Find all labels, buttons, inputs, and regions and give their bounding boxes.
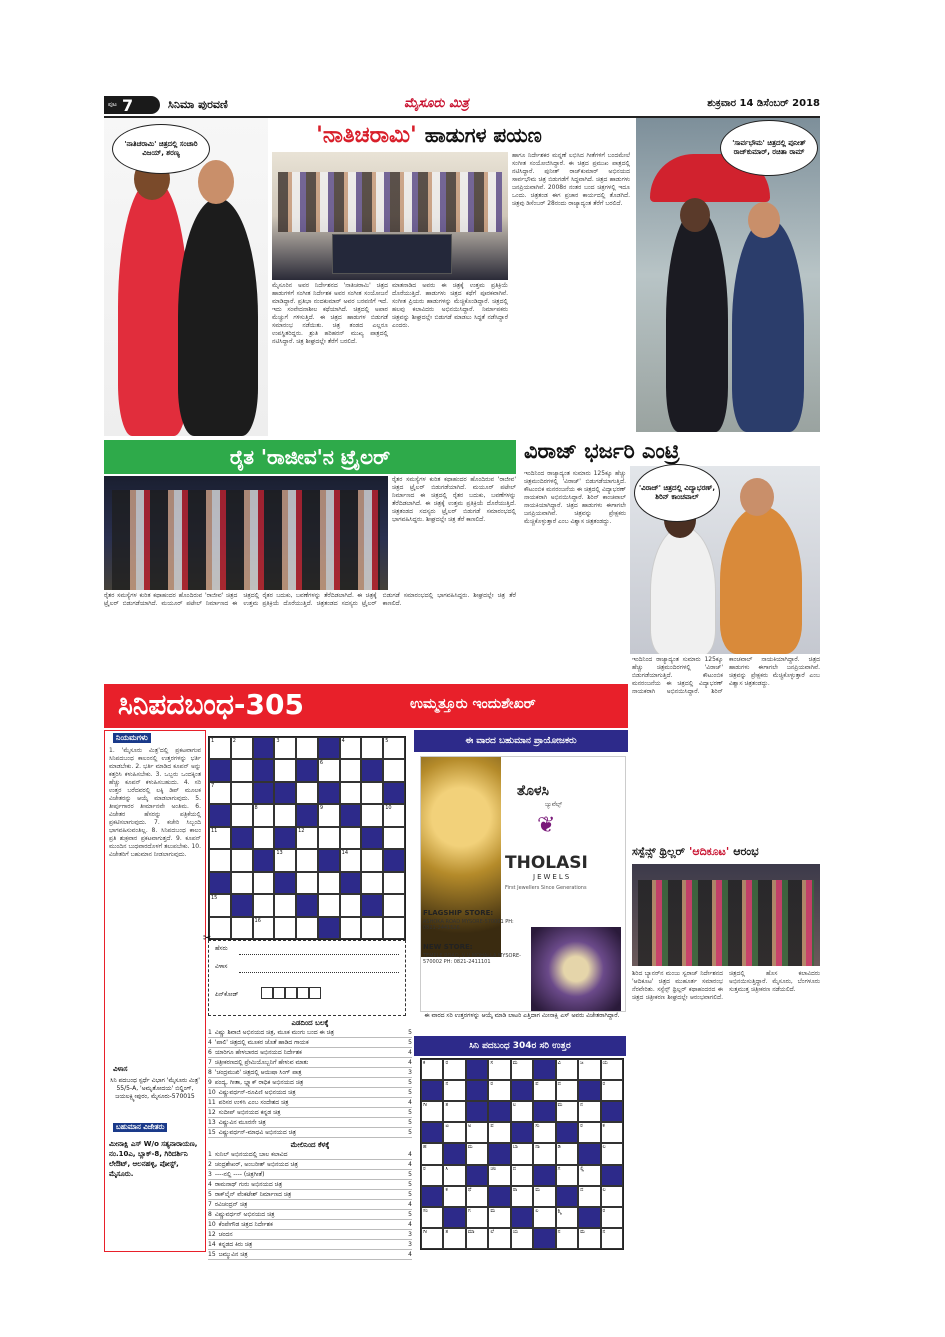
grid-cell[interactable] <box>361 737 383 759</box>
article1-col3: ಹಾಗೂ ನಿರ್ದೇಶಕರ ಮನ್ನಣೆ ಲಭಿಸಿದ ಗೀತೆಗಳಿಗೆ ಬಂದಮೇಲೆ ಸಂಗೀತ ಸಂಯೋಜಿಸಿದ್ದಾರೆ. ಈ ಚಿತ್ರದ ಪ್ರಮುಖ ಪಾತ್ರದಲ್ಲಿ ನಟಿಸಿದ್ದಾರೆ. ಪುನೀತ್ ರಾಜ್‌ಕುಮಾರ್ ಅಭಿನಯದ ಸಾರ್ವಭೌಮ ಚಿತ್ರ ಬಿಡುಗಡೆಗೆ ಸಿದ್ಧವಾಗಿದೆ. ಚಿತ್ರದ ಹಾಡುಗಳು ಜನಪ್ರಿಯವಾಗಿವೆ. 2008ರ ನಂತರ ಬಂದ ಚಿತ್ರಗಳಲ್ಲಿ ಇದೂ ಒಂದು. ಚಿತ್ರತಂಡ ಈಗ ಪ್ರಚಾರ ಕಾರ್ಯದಲ್ಲಿ ತೊಡಗಿದೆ. ಚಿತ್ರವು ಡಿಸೆಂಬರ್ 28ರಂದು ರಾಜ್ಯಾದ್ಯಂತ ತೆರೆಗೆ ಬರಲಿದೆ. <box>512 152 630 207</box>
clue-row <box>208 1028 412 1038</box>
clue-left <box>208 1190 291 1199</box>
clue-number: 4 <box>208 1039 212 1046</box>
grid-cell[interactable]: 10 <box>383 804 405 826</box>
clue-number: 12 <box>208 1231 216 1238</box>
clue-left <box>208 1108 281 1117</box>
viraj-headline <box>524 436 820 466</box>
clue-text: ಸುನಿಲ್ ಅಭಿನಯದಲ್ಲಿ ಬಾಲ ಕಲಾವಿದ <box>214 1151 288 1158</box>
clue-left <box>208 1068 302 1077</box>
crossword-author: ಉಮ್ಮತ್ತೂರು ಇಂದುಶೇಖರ್ <box>410 696 536 712</box>
grid-cell-black <box>318 737 340 759</box>
clue-left <box>208 1118 266 1127</box>
clue-left <box>208 1160 298 1169</box>
grid-cell[interactable] <box>274 804 296 826</box>
clue-row <box>208 1240 412 1250</box>
clue-length: 5 <box>408 1029 412 1036</box>
rajeeva-body: ರೈತರ ಸಮಸ್ಯೆಗಳ ಕುರಿತ ಕಥಾಹಂದರ ಹೊಂದಿರುವ 'ರಾಜೀವ' ಚಿತ್ರದ ಟ್ರೈಲರ್ ಬಿಡುಗಡೆಯಾಗಿದೆ. ಮಯೂರ್ ಪಟೇಲ್ ನಿರ್ಮಾಣದ ಈ ಚಿತ್ರದಲ್ಲಿ ರೈತರ ಬದುಕು, ಬವಣೆಗಳನ್ನು ತೆರೆದಿಡಲಾಗಿದೆ. ಈ ಚಿತ್ರಕ್ಕೆ ಉತ್ತಮ ಪ್ರತಿಕ್ರಿಯೆ ದೊರೆಯುತ್ತಿದೆ. ಚಿತ್ರತಂಡದ ಸದಸ್ಯರು ಟ್ರೈಲರ್ ಬಿಡುಗಡೆ ಸಮಾರಂಭದಲ್ಲಿ ಭಾಗವಹಿಸಿದ್ದರು. ಶೀಘ್ರದಲ್ಲೇ ಚಿತ್ರ ತೆರೆ ಕಾಣಲಿದೆ. <box>104 592 516 607</box>
answers-title: ಸಿನಿ ಪದಬಂಧ 304ರ ಸರಿ ಉತ್ತರ <box>469 1041 571 1051</box>
answers-banner <box>414 1036 626 1056</box>
rules-box <box>104 730 206 1252</box>
brand-kn-sub: ಜ್ಯುವೆಲ್ಸ್ <box>545 801 563 808</box>
adikoota-photo <box>632 864 820 966</box>
viraj-actor-head <box>740 478 774 516</box>
page-label: ಪುಟ <box>108 101 117 108</box>
clue-number: 12 <box>208 1109 216 1116</box>
clue-left <box>208 1230 233 1239</box>
clue-row <box>208 1088 412 1098</box>
clue-text: ವಿಷ್ಣುವರ್ಧನ್ ಅಭಿನಯದ ಚಿತ್ರ <box>214 1211 275 1218</box>
adikoota-pre: ಸಸ್ಪೆನ್ಸ್ ಥ್ರಿಲ್ಲರ್ <box>632 845 685 858</box>
winner-text: ಮೀನಾಕ್ಷಿ ಎಸ್ W/o ಸತ್ಯನಾರಾಯಣ, ನಂ.10ಎ, ಬ್ಲಾಕ್-8, ಗಿರಿದರ್ಶಿನಿ ಲೇಔಟ್, ಆಲನಹಳ್ಳಿ, ಪೋಸ್ಟ್, ಮೈಸೂರು. <box>109 1140 198 1178</box>
grid-cell[interactable] <box>253 894 275 916</box>
clue-left <box>208 1058 308 1067</box>
clue-number: 11 <box>208 1099 216 1106</box>
clue-number: 8 <box>208 1069 212 1076</box>
grid-cell[interactable] <box>231 804 253 826</box>
clue-row <box>208 1108 412 1118</box>
coupon-address-label: ವಿಳಾಸ <box>215 963 228 970</box>
crossword-title: ಸಿನಿಪದಬಂಧ-305 <box>118 688 304 721</box>
issue-date: ಶುಕ್ರವಾರ 14 ಡಿಸೆಂಬರ್ 2018 <box>707 98 820 109</box>
pin-box[interactable] <box>309 987 321 999</box>
grid-cell-black <box>296 759 318 781</box>
clue-number: 13 <box>208 1119 216 1126</box>
clue-text: 'ಚಂದ್ರಮುಖಿ' ಚಿತ್ರದಲ್ಲಿ ಆಯಿಷಾ ಸಿಂಗ್ ಪಾತ್ರ <box>214 1069 302 1076</box>
clue-text: 'ಪಾಲಿ' ಚಿತ್ರದಲ್ಲಿ ಮೂಕರ ಜೊತೆ ಹಾಡಿದ ಗಾಯಕ <box>214 1039 309 1046</box>
clue-text: ರಾಕ್‌ಲೈನ್ ವೆಂಕಟೇಶ್ ನಿರ್ಮಾಣದ ಚಿತ್ರ <box>214 1191 292 1198</box>
grid-cell[interactable] <box>383 827 405 849</box>
adikoota-quoted: 'ಆದಿಕೂಟ' <box>688 845 730 858</box>
grid-cell[interactable]: 15 <box>209 894 231 916</box>
viraj-headline-text: ವಿರಾಜ್ ಭರ್ಜರಿ ಎಂಟ್ರಿ <box>524 438 680 463</box>
grid-cell[interactable] <box>296 737 318 759</box>
grid-cell[interactable]: 16 <box>253 917 275 939</box>
peacock-logo-icon: ❦ <box>537 813 556 838</box>
scissors-icon: ✂ <box>203 933 212 944</box>
headline-natichrami <box>232 120 626 150</box>
adikoota-headline <box>632 842 820 862</box>
rajeeva-headline: ರೈತ 'ರಾಜೀವ'ನ ಟ್ರೈಲರ್ <box>229 445 391 469</box>
sponsor-banner <box>414 730 628 752</box>
grid-cell[interactable]: 2 <box>231 737 253 759</box>
article1-col2: ಮಾತನಾಡಿದ ಅವರು ಈ ಚಿತ್ರಕ್ಕೆ ಉತ್ತಮ ಪ್ರತಿಕ್ರಿಯೆ ದೊರೆಯುತ್ತಿದೆ. ಹಾಡುಗಳು ಚಿತ್ರದ ಕಥೆಗೆ ಪೂರಕವಾಗಿವೆ. ಸಂಗೀತ ಪ್ರಿಯರು ಹಾಡುಗಳನ್ನು ಮೆಚ್ಚಿಕೊಂಡಿದ್ದಾರೆ. ಚಿತ್ರದಲ್ಲಿ ಹಲವು ಕಲಾವಿದರು ಅಭಿನಯಿಸಿದ್ದಾರೆ. ನಿರ್ಮಾಪಕರು ಚಿತ್ರವನ್ನು ಶೀಘ್ರದಲ್ಲೇ ಬಿಡುಗಡೆ ಮಾಡಲು ಸಿದ್ಧತೆ ನಡೆಸಿದ್ದಾರೆ ಎಂದರು. <box>392 282 508 329</box>
grid-cell[interactable]: 6 <box>318 759 340 781</box>
address-text: ಸಿನಿ ಪದಬಂಧ ಸ್ಪರ್ಧೆ ವಿಭಾಗ 'ಮೈಸೂರು ಮಿತ್ರ' 55/5-A, 'ಅಮೃತೋದಯ' ಬಿಲ್ಡಿಂಗ್, ಜಯಲಕ್ಷ್ಮೀಪುರಂ, ಮೈಸೂರು-570015 <box>110 1077 200 1100</box>
clue-number: 1 <box>208 1029 212 1036</box>
grid-cell[interactable]: 8 <box>253 804 275 826</box>
crossword-title-band <box>104 684 628 728</box>
clue-length: 4 <box>408 1049 412 1056</box>
clue-text: ವಿಷ್ಣುವಿನ ಮೂರನೇ ಚಿತ್ರ <box>218 1119 266 1126</box>
clue-row <box>208 1038 412 1048</box>
clue-number: 14 <box>208 1241 216 1248</box>
clue-row <box>208 1098 412 1108</box>
clue-left <box>208 1048 302 1057</box>
grid-cell[interactable] <box>340 782 362 804</box>
grid-cell[interactable] <box>361 917 383 939</box>
clue-text: ಪರಿಸರ ಉಳಿಸಿ ಎಂಬ ಸಂದೇಶದ ಚಿತ್ರ <box>218 1099 289 1106</box>
grid-cell[interactable]: 4 <box>340 737 362 759</box>
grid-cell[interactable] <box>318 894 340 916</box>
clue-number: 15 <box>208 1251 216 1258</box>
grid-cell[interactable] <box>274 759 296 781</box>
clue-row <box>208 1170 412 1180</box>
grid-cell[interactable]: 14 <box>340 849 362 871</box>
clue-row <box>208 1200 412 1210</box>
store1-addr: ASHOKA ROAD MYSORE-570001 PH: 0821-2441526 <box>423 919 514 931</box>
grid-cell-black <box>274 827 296 849</box>
clue-left <box>208 1128 296 1137</box>
grid-cell-black <box>296 894 318 916</box>
page-number: 7 <box>122 96 134 115</box>
grid-cell-black <box>209 759 231 781</box>
grid-cell[interactable] <box>383 759 405 781</box>
clue-text: ಜಮ್ಮುವಿನ ಚಿತ್ರ <box>218 1251 248 1258</box>
clue-left <box>208 1098 289 1107</box>
grid-cell[interactable] <box>253 872 275 894</box>
adikoota-body: ಶಿರಿದ ಬ್ಯಾನರ್‌ನ ಮಂಜು ಸ್ವರಾಜ್ ನಿರ್ದೇಶನದ 'ಆದಿಕೂಟ' ಚಿತ್ರದ ಮುಹೂರ್ತ ಸಮಾರಂಭ ನೆರವೇರಿತು. ಸಸ್ಪೆನ್ಸ್ ಥ್ರಿಲ್ಲರ್ ಕಥಾಹಂದರದ ಈ ಚಿತ್ರದ ಚಿತ್ರೀಕರಣ ಶೀಘ್ರದಲ್ಲೇ ಆರಂಭವಾಗಲಿದೆ. ಚಿತ್ರದಲ್ಲಿ ಹೊಸ ಕಲಾವಿದರು ಅಭಿನಯಿಸುತ್ತಿದ್ದಾರೆ. ಮೈಸೂರು, ಬೆಂಗಳೂರು ಸುತ್ತಮುತ್ತ ಚಿತ್ರೀಕರಣ ನಡೆಯಲಿದೆ. <box>632 970 820 1001</box>
down-title: ಮೇಲಿನಿಂದ ಕೆಳಕ್ಕೆ <box>290 1141 330 1149</box>
down-list <box>208 1150 412 1260</box>
clue-number: 4 <box>208 1181 212 1188</box>
clue-length: 5 <box>408 1119 412 1126</box>
grid-cell-black <box>274 872 296 894</box>
viraj-actress <box>650 526 716 654</box>
clue-text: ಚಂದನ <box>218 1231 233 1238</box>
grid-cell[interactable]: 1 <box>209 737 231 759</box>
earring-image <box>531 927 621 1011</box>
grid-cell[interactable]: 5 <box>383 737 405 759</box>
store1-title: FLAGSHIP STORE: <box>423 909 494 917</box>
across-list <box>208 1028 412 1138</box>
across-title: ಎಡದಿಂದ ಬಲಕ್ಕೆ <box>291 1019 329 1027</box>
brand-en-sub: JEWELS <box>533 873 572 881</box>
grid-cell-black <box>274 782 296 804</box>
grid-cell[interactable] <box>231 917 253 939</box>
pin-box[interactable] <box>273 987 285 999</box>
clue-length: 3 <box>408 1069 412 1076</box>
clue-row <box>208 1180 412 1190</box>
headline-quoted: 'ನಾತಿಚರಾಮಿ' <box>316 122 417 148</box>
viraj-body-bottom: ಇಂದಿನಿಂದ ರಾಜ್ಯಾದ್ಯಂತ ಸುಮಾರು 125ಕ್ಕೂ ಹೆಚ್ಚು ಚಿತ್ರಮಂದಿರಗಳಲ್ಲಿ 'ವಿರಾಜ್' ಬಿಡುಗಡೆಯಾಗುತ್ತಿದೆ. ಕೌಟುಂಬಿಕ ಮನರಂಜನೆಯ ಈ ಚಿತ್ರದಲ್ಲಿ ವಿದ್ಯಾಭರಣ್ ನಾಯಕರಾಗಿ ಅಭಿನಯಿಸಿದ್ದಾರೆ. ಶಿರಿನ್ ಕಾಂಚವಾಲ್ ನಾಯಕಿಯಾಗಿದ್ದಾರೆ. ಚಿತ್ರದ ಹಾಡುಗಳು ಈಗಾಗಲೇ ಜನಪ್ರಿಯವಾಗಿವೆ. ಚಿತ್ರವನ್ನು ಪ್ರೇಕ್ಷಕರು ಮೆಚ್ಚಿಕೊಳ್ಳುತ್ತಾರೆ ಎಂಬ ವಿಶ್ವಾಸ ಚಿತ್ರತಂಡದ್ದು. <box>632 656 820 695</box>
section-title: ಸಿನಿಮಾ ಪುರವಣಿ <box>168 98 228 111</box>
brand-en: THOLASI <box>505 853 588 873</box>
grid-cell-black <box>231 827 253 849</box>
clue-number: 10 <box>208 1221 216 1228</box>
clue-row <box>208 1210 412 1220</box>
clue-length: 5 <box>408 1211 412 1218</box>
grid-cell[interactable] <box>296 782 318 804</box>
clue-left <box>208 1240 252 1249</box>
grid-cell[interactable] <box>231 849 253 871</box>
clue-row <box>208 1250 412 1260</box>
grid-cell[interactable] <box>296 849 318 871</box>
clue-text: ಕೆಂಪೇಗೌಡ ಚಿತ್ರದ ನಿರ್ದೇಶಕ <box>218 1221 273 1228</box>
clue-left <box>208 1220 273 1229</box>
across-clues <box>208 1018 412 1258</box>
clue-left <box>208 1170 264 1179</box>
clue-length: 4 <box>408 1161 412 1168</box>
clue-row <box>208 1190 412 1200</box>
clue-left <box>208 1150 288 1159</box>
clue-length: 3 <box>408 1231 412 1238</box>
actress-head-2 <box>680 198 710 232</box>
grid-cell[interactable] <box>209 849 231 871</box>
clue-number: 2 <box>208 1161 212 1168</box>
actor-figure-2 <box>732 218 804 432</box>
grid-cell[interactable]: 3 <box>274 737 296 759</box>
grid-cell-black <box>361 759 383 781</box>
clue-left <box>208 1180 282 1189</box>
grid-cell[interactable] <box>340 759 362 781</box>
grid-cell[interactable] <box>361 849 383 871</box>
group-row <box>278 172 502 232</box>
grid-cell-black <box>253 759 275 781</box>
pin-box[interactable] <box>261 987 273 999</box>
grid-cell[interactable] <box>231 782 253 804</box>
grid-cell[interactable]: 9 <box>318 804 340 826</box>
grid-cell-black <box>361 894 383 916</box>
coupon-name-label: ಹೆಸರು <box>215 945 228 952</box>
clue-length: 5 <box>408 1079 412 1086</box>
coupon-name-field[interactable] <box>239 953 399 955</box>
grid-cell-black <box>318 849 340 871</box>
clue-length: 4 <box>408 1251 412 1258</box>
sponsor-banner-text: ಈ ವಾರದ ಬಹುಮಾನ ಪ್ರಾಯೋಜಕರು <box>465 736 577 746</box>
banner-screen <box>332 234 452 274</box>
actor-head <box>198 160 234 204</box>
grid-cell[interactable] <box>340 917 362 939</box>
clue-text: ಕನ್ನಡದ ಕಿರು ಚಿತ್ರ <box>218 1241 253 1248</box>
clue-text: ಯಾರಿಗೂ ಹೇಳಬಾರದ ಅಭಿನಯದ ನಿರ್ದೇಶಕ <box>214 1049 302 1056</box>
address-title: ವಿಳಾಸ <box>113 1065 128 1073</box>
grid-cell[interactable] <box>383 917 405 939</box>
grid-cell-black <box>253 782 275 804</box>
grid-cell-black <box>318 782 340 804</box>
grid-cell-black <box>340 872 362 894</box>
clue-row <box>208 1058 412 1068</box>
viraj-actor <box>720 506 802 654</box>
clue-text: ವಿಷ್ಣುವರ್ಧನ್-ಮಾಧವಿ ಅಭಿನಯದ ಚಿತ್ರ <box>218 1129 297 1136</box>
clue-number: 8 <box>208 1211 212 1218</box>
clue-row <box>208 1220 412 1230</box>
viraj-body-top: ಇಂದಿನಿಂದ ರಾಜ್ಯಾದ್ಯಂತ ಸುಮಾರು 125ಕ್ಕೂ ಹೆಚ್ಚು ಚಿತ್ರಮಂದಿರಗಳಲ್ಲಿ 'ವಿರಾಜ್' ಬಿಡುಗಡೆಯಾಗುತ್ತಿದೆ. ಕೌಟುಂಬಿಕ ಮನರಂಜನೆಯ ಈ ಚಿತ್ರದಲ್ಲಿ ವಿದ್ಯಾಭರಣ್ ನಾಯಕರಾಗಿ ಅಭಿನಯಿಸಿದ್ದಾರೆ. ಶಿರಿನ್ ಕಾಂಚವಾಲ್ ನಾಯಕಿಯಾಗಿದ್ದಾರೆ. ಚಿತ್ರದ ಹಾಡುಗಳು ಈಗಾಗಲೇ ಜನಪ್ರಿಯವಾಗಿವೆ. ಚಿತ್ರವನ್ನು ಪ್ರೇಕ್ಷಕರು ಮೆಚ್ಚಿಕೊಳ್ಳುತ್ತಾರೆ ಎಂಬ ವಿಶ್ವಾಸ ಚಿತ್ರತಂಡದ್ದು. <box>524 470 626 525</box>
grid-cell[interactable] <box>340 894 362 916</box>
rules-title: ನಿಯಮಗಳು <box>113 733 151 743</box>
clue-row <box>208 1128 412 1138</box>
coupon-address-field[interactable] <box>239 971 399 973</box>
crossword-grid <box>208 736 406 940</box>
clue-length: 3 <box>408 1241 412 1248</box>
clue-text: ರವಿಚಂದ್ರನ್ ಚಿತ್ರ <box>214 1201 248 1208</box>
actress-figure-2 <box>666 208 728 432</box>
grid-cell-black <box>340 804 362 826</box>
coupon-pin-label: ಪಿನ್‌ಕೋಡ್ <box>215 991 239 998</box>
page-header <box>104 96 820 114</box>
clue-row <box>208 1048 412 1058</box>
clue-text: ಚಿತ್ರೀಕರಣದಲ್ಲಿ ಪ್ರೇಮಿಯೊಬ್ಬನಿಗೆ ಹೇಳುವ ಮಾತು <box>214 1059 309 1066</box>
clue-length: 4 <box>408 1099 412 1106</box>
clue-left <box>208 1210 275 1219</box>
clue-left <box>208 1078 303 1087</box>
article1-col1: ಮೈಸೂರಿನ ಅವರ ನಿರ್ದೇಶನದ 'ನಾತಿಚರಾಮಿ' ಚಿತ್ರದ ಹಾಡುಗಳಿಗೆ ಸಂಗೀತ ನಿರ್ದೇಶಕ ಅವರ ಸಂಗೀತ ಸಂಯೋಜನೆ ಮಾಡಿದ್ದಾರೆ. ಪ್ರತಿಭಾ ನಂದಕುಮಾರ್ ಅವರ ಬರವಣಿಗೆ ಇದೆ. ಇದು ಸಂವೇದನಾಶೀಲ ಕಥೆಯಾಗಿದೆ. ಚಿತ್ರದಲ್ಲಿ ಅಪಾರ ಮೆಚ್ಚುಗೆ ಗಳಿಸುತ್ತಿದೆ. ಈ ಚಿತ್ರದ ಹಾಡುಗಳ ಬಿಡುಗಡೆ ಸಮಾರಂಭ ನಡೆಯಿತು. ಚಿತ್ರ ತಂಡದ ಎಲ್ಲರೂ ಉಪಸ್ಥಿತರಿದ್ದರು. ಶ್ರುತಿ ಹರಿಹರನ್ ಮುಖ್ಯ ಪಾತ್ರದಲ್ಲಿ ನಟಿಸಿದ್ದಾರೆ. ಚಿತ್ರ ಶೀಘ್ರದಲ್ಲೇ ತೆರೆಗೆ ಬರಲಿದೆ. <box>272 282 388 345</box>
grid-cell-black <box>253 849 275 871</box>
clue-length: 5 <box>408 1191 412 1198</box>
cast-row <box>112 490 380 590</box>
clue-length: 5 <box>408 1171 412 1178</box>
clue-left <box>208 1088 296 1097</box>
grid-cell[interactable] <box>383 894 405 916</box>
pin-box[interactable] <box>285 987 297 999</box>
clue-length: 5 <box>408 1129 412 1136</box>
grid-cell[interactable] <box>296 872 318 894</box>
clue-length: 5 <box>408 1109 412 1116</box>
clue-row <box>208 1078 412 1088</box>
clue-text: ಚಂದ್ರಶೇಖರ್, ಅಂಬರೀಶ್ ಅಭಿನಯದ ಚಿತ್ರ <box>214 1161 298 1168</box>
grid-cell[interactable] <box>361 804 383 826</box>
grid-cell[interactable] <box>383 872 405 894</box>
clue-length: 5 <box>408 1181 412 1188</box>
clue-row <box>208 1118 412 1128</box>
pin-box[interactable] <box>297 987 309 999</box>
clue-text: ಪಂದ್ಯ, ಗೀತಾ, ಬ್ಲ್ಯಾಕ್ ರಾಧಿಕ ಅಭಿನಯದ ಚಿತ್ರ <box>214 1079 304 1086</box>
clue-text: ಸುದೀಪ್ ಅಭಿನಯದ ಕನ್ನಡ ಚಿತ್ರ <box>218 1109 281 1116</box>
grid-cell-black <box>209 804 231 826</box>
clue-left <box>208 1200 247 1209</box>
rajeeva-headline-band <box>104 440 516 474</box>
grid-cell[interactable] <box>361 782 383 804</box>
grid-cell[interactable] <box>274 917 296 939</box>
actor-figure <box>178 198 258 436</box>
caption-right: 'ಸಾರ್ವಭೌಮ' ಚಿತ್ರದಲ್ಲಿ ಪುನೀತ್ ರಾಜ್‌ಕುಮಾರ್, ರಚಿತಾ ರಾಮ್ <box>720 120 818 176</box>
headline-rest: ಹಾಡುಗಳ ಪಯಣ <box>424 123 542 147</box>
clue-text: ರಾಮನಾಥ್ ಗುರು ಅಭಿನಯದ ಚಿತ್ರ <box>214 1181 283 1188</box>
clue-number: 15 <box>208 1129 216 1136</box>
grid-cell[interactable] <box>296 917 318 939</box>
grid-cell-black <box>383 782 405 804</box>
masthead: ಮೈಸೂರು ಮಿತ್ರ <box>404 96 469 111</box>
caption-left: 'ನಾತಿಚರಾಮಿ' ಚಿತ್ರದಲ್ಲಿ ಸಂಚಾರಿ ವಿಜಯ್, ಶರಣ್ಯ <box>112 124 210 174</box>
clue-number: 7 <box>208 1201 212 1208</box>
clue-left <box>208 1250 248 1259</box>
grid-cell[interactable] <box>318 827 340 849</box>
grid-cell[interactable]: 7 <box>209 782 231 804</box>
grid-cell[interactable] <box>253 827 275 849</box>
sponsor-ad <box>420 756 626 1012</box>
clue-row <box>208 1230 412 1240</box>
actor-head-2 <box>748 202 780 238</box>
grid-cell-black <box>209 872 231 894</box>
brand-kn: ತೊಳಸಿ <box>517 783 549 799</box>
grid-cell[interactable]: 12 <box>296 827 318 849</box>
clue-number: 10 <box>208 1089 216 1096</box>
clue-text: ವಿಷ್ಣು ಶಿವಾಜಿ ಅಭಿನಯದ ಚಿತ್ರ, ಮೂಕ ಮಂಗು ಬಂದ ಈ ಚಿತ್ರ <box>214 1029 335 1036</box>
adikoota-post: ಆರಂಭ <box>733 845 759 858</box>
grid-cell[interactable]: 13 <box>274 849 296 871</box>
pin-boxes[interactable] <box>261 987 321 999</box>
group-photo-natichrami <box>272 152 508 280</box>
clue-length: 4 <box>408 1221 412 1228</box>
clue-length: 4 <box>408 1201 412 1208</box>
grid-cell-black <box>296 804 318 826</box>
clue-left <box>208 1028 334 1037</box>
store2-title: NEW STORE: <box>423 943 473 951</box>
clue-row <box>208 1068 412 1078</box>
grid-cell[interactable]: 11 <box>209 827 231 849</box>
rajeeva-col-right: ರೈತರ ಸಮಸ್ಯೆಗಳ ಕುರಿತ ಕಥಾಹಂದರ ಹೊಂದಿರುವ 'ರಾಜೀವ' ಚಿತ್ರದ ಟ್ರೈಲರ್ ಬಿಡುಗಡೆಯಾಗಿದೆ. ಮಯೂರ್ ಪಟೇಲ್ ನಿರ್ಮಾಣದ ಈ ಚಿತ್ರದಲ್ಲಿ ರೈತರ ಬದುಕು, ಬವಣೆಗಳನ್ನು ತೆರೆದಿಡಲಾಗಿದೆ. ಈ ಚಿತ್ರಕ್ಕೆ ಉತ್ತಮ ಪ್ರತಿಕ್ರಿಯೆ ದೊರೆಯುತ್ತಿದೆ. ಚಿತ್ರತಂಡದ ಸದಸ್ಯರು ಟ್ರೈಲರ್ ಬಿಡುಗಡೆ ಸಮಾರಂಭದಲ್ಲಿ ಭಾಗವಹಿಸಿದ್ದರು. ಶೀಘ್ರದಲ್ಲೇ ಚಿತ್ರ ತೆರೆ ಕಾಣಲಿದೆ. <box>392 476 516 523</box>
grid-cell-black <box>361 827 383 849</box>
page-tab <box>104 96 160 114</box>
clue-number: 6 <box>208 1049 212 1056</box>
clue-length: 4 <box>408 1151 412 1158</box>
grid-cell-black <box>231 894 253 916</box>
clue-number: 5 <box>208 1191 212 1198</box>
grid-cell[interactable] <box>274 894 296 916</box>
coupon <box>203 933 406 1016</box>
clue-number: 1 <box>208 1151 212 1158</box>
grid-cell-black <box>383 849 405 871</box>
grid-cell[interactable] <box>231 759 253 781</box>
rules-text: 1. 'ಮೈಸೂರು ಮಿತ್ರ'ದಲ್ಲಿ ಪ್ರಕಟವಾಗುವ ಸಿನಿಪದಬಂಧ ಕಾಲಂನಲ್ಲಿ ಉತ್ತರಗಳನ್ನು ಭರ್ತಿ ಮಾಡಬೇಕು. 2. ಭರ್ತಿ ಮಾಡಿದ ಕೂಪನ್ ಅನ್ನು ಕತ್ತರಿಸಿ ಕಳುಹಿಸಬೇಕು. 3. ಒಬ್ಬರು ಒಂದಕ್ಕಿಂತ ಹೆಚ್ಚು ಕೂಪನ್ ಕಳುಹಿಸಬಹುದು. 4. ಸರಿ ಉತ್ತರ ಬರೆದವರಲ್ಲಿ ಲಕ್ಕಿ ಡಿಪ್ ಮೂಲಕ ವಿಜೇತರನ್ನು ಆಯ್ಕೆ ಮಾಡಲಾಗುವುದು. 5. ತೀರ್ಪುಗಾರರ ತೀರ್ಮಾನವೇ ಅಂತಿಮ. 6. ವಿಜೇತರ ಹೆಸರನ್ನು ಪತ್ರಿಕೆಯಲ್ಲಿ ಪ್ರಕಟಿಸಲಾಗುವುದು. 7. ಕಚೇರಿ ಸಿಬ್ಬಂದಿ ಭಾಗವಹಿಸುವಂತಿಲ್ಲ. 8. ಸಿನಿಪದಬಂಧ ಕಾಲಂ ಪ್ರತಿ ಶುಕ್ರವಾರ ಪ್ರಕಟವಾಗುತ್ತದೆ. 9. ಕೂಪನ್ ಮುಂದಿನ ಬುಧವಾರದೊಳಗೆ ತಲುಪಬೇಕು. 10. ವಿಜೇತರಿಗೆ ಬಹುಮಾನ ನೀಡಲಾಗುವುದು. <box>109 747 201 858</box>
clue-left <box>208 1038 309 1047</box>
clue-length: 5 <box>408 1089 412 1096</box>
clue-row <box>208 1150 412 1160</box>
grid-cell[interactable] <box>231 872 253 894</box>
grid-cell-black <box>318 917 340 939</box>
store2-addr: TEMPLE ROAD, V V MOHALLA MYSORE-570002 PH: 0821-2411101 <box>423 953 521 965</box>
brand-tagline: First Jewellers Since Generations <box>505 885 587 891</box>
winner-title: ಬಹುಮಾನ ವಿಜೇತರು <box>113 1123 167 1132</box>
grid-cell[interactable] <box>361 872 383 894</box>
grid-cell[interactable] <box>340 827 362 849</box>
sponsor-note: ಈ ವಾರದ ಸರಿ ಉತ್ತರಗಳನ್ನು ಆಯ್ಕೆ ಮಾಡಿ ಲಾಟರಿ ಎತ್ತಿದಾಗ ಮೀನಾಕ್ಷಿ ಎಸ್ ಅವರು ವಿಜೇತರಾಗಿದ್ದಾರೆ. <box>424 1012 620 1019</box>
clue-text: ----ನಲ್ಲಿ ---- (ಚಿತ್ರಗೀತೆ) <box>214 1171 265 1178</box>
adikoota-group <box>638 880 814 966</box>
viraj-caption: 'ವಿರಾಜ್' ಚಿತ್ರದಲ್ಲಿ ವಿದ್ಯಾಭರಣ್, ಶಿರಿನ್ ಕಾಂಚವಾಲ್ <box>634 464 720 522</box>
grid-cell[interactable] <box>209 917 231 939</box>
clue-length: 5 <box>408 1039 412 1046</box>
answers-grid: ಕ ರ ಸ ಮ ವಿ ಜ ಯ ನ ರ ಪ ದ ರ ಗೀ ತ ಲ ಮ ನ ಟ ಅ ಪ ಸು ರ ಕ ಹ ಮ ಬಾ ನಾ ಡಿ ಲ ರ ಸಿ ಚಂ ದ ಗ ಲ್ಲಿ ಕ ಥೆ ರಾ ಮ ದ ಲ ಸಂ ಗ ಮ ಲ ಕ್ಷ್ಮಿ ರ ಗೀ ತ ಮಾ ಲೆ ಯ ನ ಮ ನ <box>420 1058 624 1250</box>
rajeeva-photo <box>104 476 388 590</box>
clue-row <box>208 1160 412 1170</box>
clue-number: 3 <box>208 1171 212 1178</box>
clue-number: 7 <box>208 1059 212 1066</box>
clue-number: 9 <box>208 1079 212 1086</box>
grid-cell-black <box>253 737 275 759</box>
grid-cell[interactable] <box>318 872 340 894</box>
clue-length: 4 <box>408 1059 412 1066</box>
clue-text: ವಿಷ್ಣುವರ್ಧನ್-ರೂಪಿಣಿ ಅಭಿನಯದ ಚಿತ್ರ <box>218 1089 296 1096</box>
